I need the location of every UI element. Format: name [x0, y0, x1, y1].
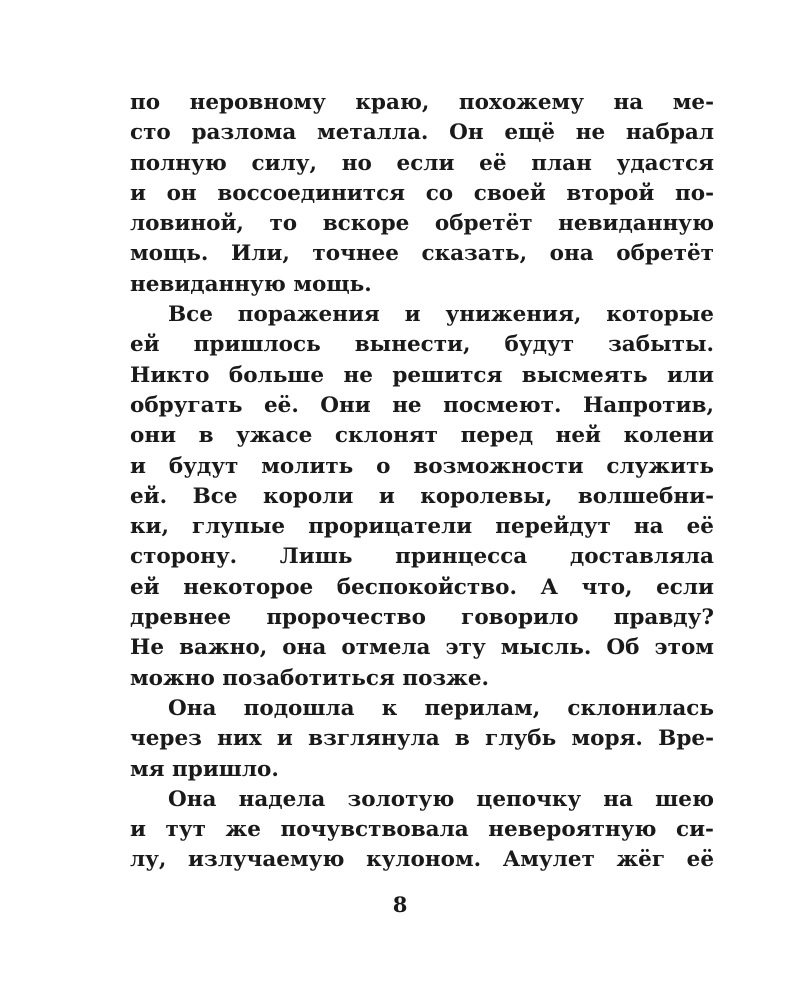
text-line: Все поражения и унижения, которые — [168, 302, 714, 328]
text-line: и будут молить о возможности служить — [130, 453, 714, 479]
page-number: 8 — [392, 892, 408, 917]
text-line: невиданную мощь. — [130, 271, 372, 297]
text-line: обругать её. Они не посмеют. Напротив, — [130, 392, 714, 418]
text-line: сторону. Лишь принцесса доставляла — [130, 544, 714, 570]
text-line: ей некоторое беспокойство. А что, если — [130, 574, 714, 600]
text-line: можно позаботиться позже. — [130, 665, 490, 691]
text-line: ей пришлось вынести, будут забыты. — [130, 332, 714, 358]
text-line: Не важно, она отмела эту мысль. Об этом — [130, 635, 714, 661]
text-line: полную силу, но если её план удастся — [130, 150, 714, 176]
text-line: древнее пророчество говорило правду? — [130, 605, 714, 631]
text-line: ловиной, то вскоре обретёт невиданную — [130, 211, 714, 237]
text-line: Она надела золотую цепочку на шею — [168, 786, 714, 812]
body-text — [130, 88, 714, 876]
text-line: мощь. Или, точнее сказать, она обретёт — [130, 241, 714, 267]
text-line: ки, глупые прорицатели перейдут на её — [130, 514, 714, 540]
text-line: по неровному краю, похожему на ме- — [130, 90, 714, 115]
text-line: и тут же почувствовала невероятную си- — [130, 817, 714, 843]
text-line: Она подошла к перилам, склонилась — [168, 695, 714, 721]
text-line: сто разлома металла. Он ещё не набрал — [130, 120, 714, 146]
text-line: через них и взглянула в глубь моря. Вре- — [130, 726, 714, 752]
text-line: мя пришло. — [130, 756, 279, 782]
text-line: они в ужасе склонят перед ней колени — [130, 423, 714, 449]
text-line: лу, излучаемую кулоном. Амулет жёг её — [130, 847, 714, 873]
text-line: ей. Все короли и королевы, волшебни- — [130, 483, 714, 509]
text-line: и он воссоединится со своей второй по- — [130, 180, 714, 206]
text-line: Никто больше не решится высмеять или — [130, 362, 714, 388]
